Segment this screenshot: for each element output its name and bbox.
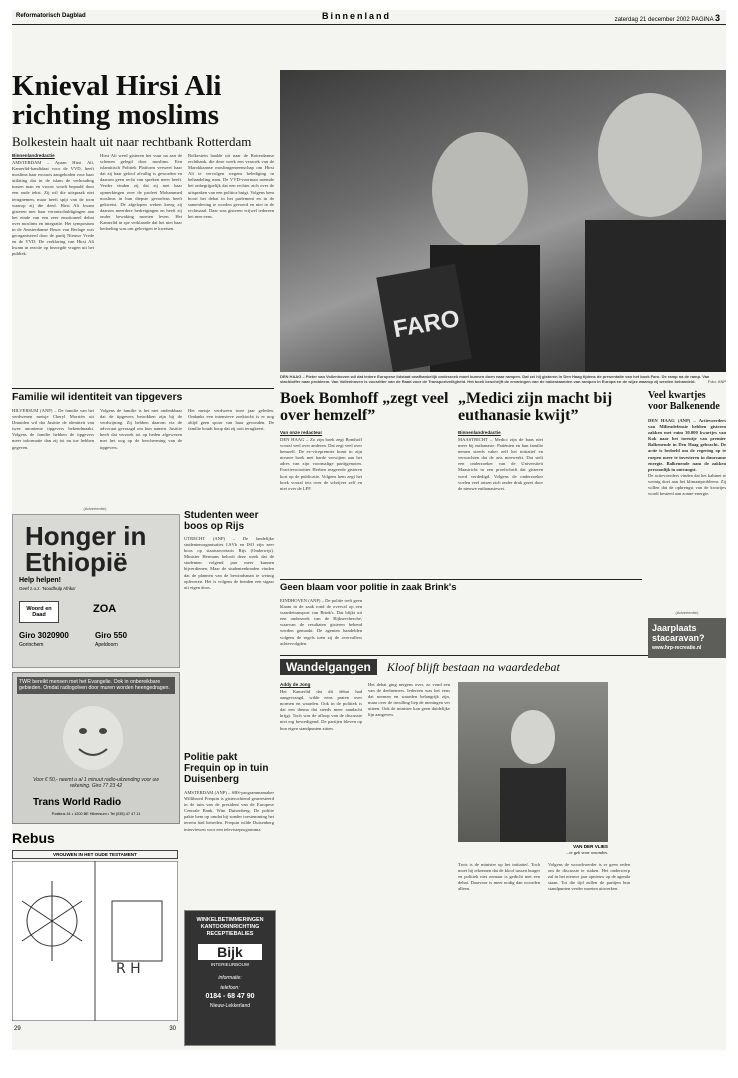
lead-headline-line1: Knieval Hirsi Ali xyxy=(12,70,222,102)
vandervlies-subcaption: ...te gek voor woorden. xyxy=(565,850,608,855)
familie-col-2 xyxy=(100,408,182,451)
familie-col-3 xyxy=(188,408,274,432)
bomhoff-text: DEN HAAG – Zo zijn boek zegt Bomhoff vooral veel over anderen. Dat zegt veel over hemzelf. De ex-vicepremier komt in zijn nieuwe boek met harde verwijten aan het adres van zijn voormalige partijgenoten. Fractievoorzitter Herben reageerde gisteren kort op de publicatie. Volgens hem zegt het boek vooral iets over de schrijver zelf en niet over de LPF. xyxy=(280,437,362,491)
politie-headline: Politie pakt Frequin op in tuin Duisenberg xyxy=(184,752,269,785)
lead-col-1 xyxy=(12,153,94,258)
kwartjes-text2: De actievoerders vinden dat het kabinet te weinig doet aan het klimaatprobleem. Zij willen dat de opbrengst van de kwartjes wordt besteed aan zonne-energie. xyxy=(648,472,726,497)
wandelgangen-text4: Volgens de woordvoerder is er geen reden om de discussie te staken. Het onderwerp zal in het nieuwe jaar opnieuw op de agenda staan. Tot die tijd zullen de partijen hun standpunten verder moeten uitwerken. xyxy=(548,862,630,892)
zoa-logo: ZOA xyxy=(93,603,117,615)
rule-blaam xyxy=(280,579,642,580)
page-date: zaterdag 21 december 2002 PAGINA 3 xyxy=(614,13,720,23)
twr-intro: TWR bereikt mensen met het Evangelie. Ook in onbereikbare gebieden. Omdat radiogolven door muren worden heengedragen. xyxy=(17,677,175,694)
rebus-title: Rebus xyxy=(12,830,55,846)
bijk-phone: 0184 - 68 47 90 xyxy=(205,993,255,1000)
familie-text3: Het meisje verdween twee jaar geleden. Ondanks een intensieve zoektocht is er nog altijd geen spoor van haar gevonden. De familie houdt hoop dat zij ooit terugkeert. xyxy=(188,408,274,432)
bijk-logo: Bijk xyxy=(198,944,262,960)
child-face-graphic xyxy=(43,703,143,773)
bijk-line3: RECEPTIEBALIES xyxy=(206,931,254,937)
wandelgangen-text1: Het Kamerlid dat dit debat had aangevraagd, wilde eens praten over normen en waarden. Ook in de politiek is dat een thema dat steeds meer aandacht krijgt. Toch was de afloop van de discussie niet erg bevredigend. De partijen bleven op hun eigen standpunten zitten. xyxy=(280,689,362,731)
studenten-headline: Studenten weer boos op Rijs xyxy=(184,510,259,532)
bomhoff-byline: Van onze redacteur xyxy=(280,430,323,435)
lead-headline xyxy=(12,72,274,130)
blaam-headline: Geen blaam voor politie in zaak Brink's xyxy=(280,582,457,593)
faro-photo xyxy=(280,70,726,372)
wandelgangen-kicker: Wandelgangen xyxy=(280,659,377,675)
giro-1-place: Gorinchem xyxy=(19,642,44,648)
wandelgangen-col-4 xyxy=(548,862,630,892)
rebus-num-left: 29 xyxy=(14,1026,21,1032)
lead-col-3 xyxy=(188,153,274,220)
bijk-place: Nieuw-Lekkerland xyxy=(209,1003,251,1009)
svg-text:R H: R H xyxy=(116,961,141,977)
bomhoff-article xyxy=(280,430,362,492)
bijk-info: informatie: xyxy=(218,975,242,981)
studenten-article xyxy=(184,536,274,591)
bijk-tel-label: telefoon: xyxy=(220,985,240,991)
familie-text1: HILVERSUM (ANP) – De familie van het verdwenen meisje Cheryl Morriën uit IJmuiden wil dat Justitie de identiteit van twee anonieme tipgevers bekendmaakt. Volgens de familie hebben de tipgevers meer informatie dan zij tot nu toe hebben gegeven. xyxy=(12,408,94,450)
giro-2: Giro 550 xyxy=(95,631,128,640)
lead-headline-line2: richting moslims xyxy=(12,99,220,131)
euthanasie-byline: Binnenlandredactie xyxy=(458,430,501,435)
lead-text-col2: Hirsi Ali werd gisteren het vuur na aan de schenen gelegd door moslims. Een islamitisch Politiek Platform verweet haar dat zij haar geloof afvallig is geworden en daarom geen recht van spreken meer heeft. Verder vinden zij dat zij met haar opmerkingen over de profeet Mohammed moslims in hun diepste gevoelens heeft gekwetst. De afgelopen weken kreeg zij daarom meerdere bedreigingen en heeft zij onder bewaking moeten leven. Het Kamerlid in spe verklaarde dat het niet haar bedoeling was om gelovigen te kwetsen. xyxy=(100,153,182,232)
bijk-ad xyxy=(184,910,276,1046)
wandelgangen-col-3 xyxy=(458,862,540,892)
familie-text2: Volgens de familie is het niet ondenkbaar dat de tipgevers betrokken zijn bij de verdwijning. Zij hebben daarom via de advocaat gevraagd om hun namen. Justitie heeft dat verzoek tot op heden afgewezen met het oog op de bescherming van de tipgevers. xyxy=(100,408,182,450)
wandelgangen-header xyxy=(280,658,726,674)
lead-text-col1: AMSTERDAM – Ayaan Hirsi Ali, Kamerlid-kandidaat voor de VVD, heeft moslims haar excuses aangeboden voor haar uitlating dat in de islam de verhouding tussen man en vrouw wordt bepaald door een oude tekst. Zij wil die uitspraak niet terugnemen, maar heeft spijt van de toon waarop zij die deed. Hirsi Ali kwam gisteren met haar verontschuldigingen aan het einde van een zeer emotioneel debat over moslims en integratie. Het symposium in de Amsterdamse Beurs van Berlage was georganiseerd door de partij Nieuwe Vrede en de VVD. De verklaring van Hirsi Ali kwam in reactie op bezorgde vragen uit het publiek. xyxy=(12,160,94,257)
bijk-logo-sub: INTERIEURBOUW xyxy=(210,962,250,967)
twr-slogan: Voor € 50,- neemt u al 1 minuut radio-uitzending voor uw rekening. Giro 77 23 42 xyxy=(33,777,159,789)
jaarplaats-url: www.hrp-recreatie.nl xyxy=(652,645,702,651)
familie-headline: Familie wil identiteit van tipgevers xyxy=(12,391,183,403)
header-rule xyxy=(12,24,726,25)
wandelgangen-col-1 xyxy=(280,682,362,732)
faro-book-title: FARO xyxy=(391,305,462,344)
blaam-article xyxy=(280,598,362,647)
jaarplaats-title: Jaarplaats stacaravan? xyxy=(652,623,705,643)
rule-familie xyxy=(12,388,274,389)
twr-ad xyxy=(12,672,180,824)
faro-photo-graphic xyxy=(280,70,726,372)
lead-subtitle: Bolkestein haalt uit naar rechtbank Rotterdam xyxy=(12,134,252,149)
jaarplaats-ad xyxy=(648,618,726,658)
photo-caption xyxy=(280,374,726,384)
photo-caption-text: DEN HAAG – Pieter van Vollenhoven wil dat iedere Europese lidstaat onafhankelijk onderzoek moet kunnen doen naar rampen. Dat zei hij gisteren in Den Haag tijdens de presentatie van het boek Faro. De ramp na de ramp. Van slachtoffer naar probleem. Van Vollenhoven is voorzitter van de Raad voor de Transportveiligheid. Het boek beschrijft de ervaringen van de nabestaanden van rampen in Europa en de wijze waarop zij werden behandeld. xyxy=(280,374,710,384)
kwartjes-text: DEN HAAG (ANP) – Actievoerders van Milieudefensie hebben gisteren zakken met ruim 30.000 kwartjes van Kok naar het torentje van premier Balkenende in Den Haag gebracht. De actie is bedoeld om de regering op te roepen meer te investeren in duurzame energie. Balkenende nam de zakken persoonlijk in ontvangst. xyxy=(648,418,726,472)
wandelgangen-text3: Trots is de minister op het initiatief. Toch moet hij erkennen dat de kloof tussen burger en politiek niet zomaar is gedicht met een debat. Daarvoor is meer nodig dan woorden alleen. xyxy=(458,862,540,892)
twr-name: Trans World Radio xyxy=(33,797,122,808)
studenten-text: UTRECHT (ANP) – De landelijke studentenorganisaties LSVb en ISO zijn zeer boos op staatssecretaris Rijs (Onderwijs). Minister Hermans belooft deze week dat de studenten volgend jaar meer kunnen bijverdienen. Maar de studentenbonden vinden dat de plannen van de bewindsman te weinig opleveren. Het is volgens de bonden een sigaar uit eigen doos. xyxy=(184,536,274,590)
wandelgangen-headline: Kloof blijft bestaan na waardedebat xyxy=(386,660,560,674)
wandelgangen-text2: Het debat ging nergens over, zo vond een van de deelnemers. Iedereen was het eens dat normen en waarden belangrijk zijn, maar over de invulling liep de meningen ver uiteen. Ook de minister kon geen duidelijke lijn aangeven. xyxy=(368,682,450,718)
euthanasie-article xyxy=(458,430,543,492)
kwartjes-headline: Veel kwartjes voor Balkenende xyxy=(648,390,720,412)
woord-en-daad-logo: Woord en Daad xyxy=(19,601,59,623)
section-name: Binnenland xyxy=(322,11,391,21)
ad-tag-jaarplaats: (Advertentie) xyxy=(675,610,699,615)
honger-help: Help helpen! xyxy=(19,577,62,584)
rebus-graphic xyxy=(12,861,178,1021)
page-header xyxy=(12,10,726,24)
vandervlies-figure xyxy=(458,682,608,842)
euthanasie-headline: „Medici zijn macht bij euthanasie kwijt” xyxy=(458,390,613,424)
bomhoff-headline: Boek Bomhoff „zegt veel over hemzelf” xyxy=(280,390,449,424)
familie-col-1 xyxy=(12,408,94,451)
lead-byline: Binnenlandredactie xyxy=(12,153,55,158)
photo-credit: Foto: ANP xyxy=(707,379,726,384)
blaam-text: EINDHOVEN (ANP) – De politie treft geen blaam in de zaak rond de overval op een waardetransport van Brink's. Dat blijkt uit een onderzoek van de Rijksrecherche, waarvan de resultaten gisteren bekend werden gemaakt. De agenten handelden volgens de regels toen zij de overvallers achtervolgden. xyxy=(280,598,362,646)
politie-article xyxy=(184,790,274,833)
ad-tag-honger: (Advertentie) xyxy=(83,506,107,511)
twr-address: Postbus 41 • 1200 BE Hilversum • Tel (035) 47 47 11 xyxy=(51,812,141,816)
honger-title: Honger in Ethiopië xyxy=(25,521,147,577)
bijk-line1: WINKELBETIMMERINGEN xyxy=(196,917,264,923)
euthanasie-text: MAASTRICHT – Medici zijn de baas niet meer bij euthanasie. Patiënten en hun familie nemen steeds vaker zelf het initiatief en verwachten dat de arts meewerkt. Dat stelt een onderzoeker van de Universiteit Maastricht in een proefschrift dat gisteren werd verdedigd. Volgens de onderzoeker voelen veel artsen zich onder druk gezet door de nieuwe euthanasiewet. xyxy=(458,437,543,491)
kwartjes-article xyxy=(648,418,726,497)
giro-1: Giro 3020900 xyxy=(19,631,69,640)
wandelgangen-byline: Addy de Jong xyxy=(280,682,311,687)
bijk-services xyxy=(185,917,275,938)
rebus-box xyxy=(12,830,178,1038)
wandelgangen-col-2 xyxy=(368,682,450,719)
newspaper-page xyxy=(12,10,726,1050)
paper-name: Reformatorisch Dagblad xyxy=(16,13,86,19)
honger-ad xyxy=(12,514,180,668)
lead-col-2 xyxy=(100,153,182,232)
bijk-line2: KANTOORINRICHTING xyxy=(200,924,260,930)
vandervlies-photo xyxy=(458,682,608,842)
honger-help-sub: Geef z.o.z. 'Noodhulp Afrika' xyxy=(19,586,76,591)
giro-2-place: Apeldoorn xyxy=(95,642,118,648)
politie-text: AMSTERDAM (ANP) – SBS-programmamaker Willibrord Frequin is gisterochtend gearresteerd in de tuin van de president van de Europese Centrale Bank, Wim Duisenberg. De politie pakte hem op omdat hij zonder toestemming het terrein had betreden. Frequin wilde Duisenberg interviewen voor een televisieprogramma. xyxy=(184,790,274,832)
rebus-num-right: 30 xyxy=(169,1026,176,1032)
rebus-subtitle: VROUWEN IN HET OUDE TESTAMENT xyxy=(12,850,178,859)
vandervlies-caption: VAN DER VLIES xyxy=(573,844,608,849)
lead-text-col3: Bolkestein haalde uit naar de Rotterdamse rechtbank, die deze week een verzoek van de Marokkaanse moslimgemeenschap om Hirsi Ali te vervolgen wegens belediging in behandeling nam. De VVD-voorman noemde het onbegrijpelijk dat een rechter zich over de uitspraken van een politica buigt. Volgens hem hoort het debat in het parlement en in de samenleving te worden gevoerd en niet in de rechtszaal. Daar was gisteren vrijwel iedereen het mee eens. xyxy=(188,153,274,219)
